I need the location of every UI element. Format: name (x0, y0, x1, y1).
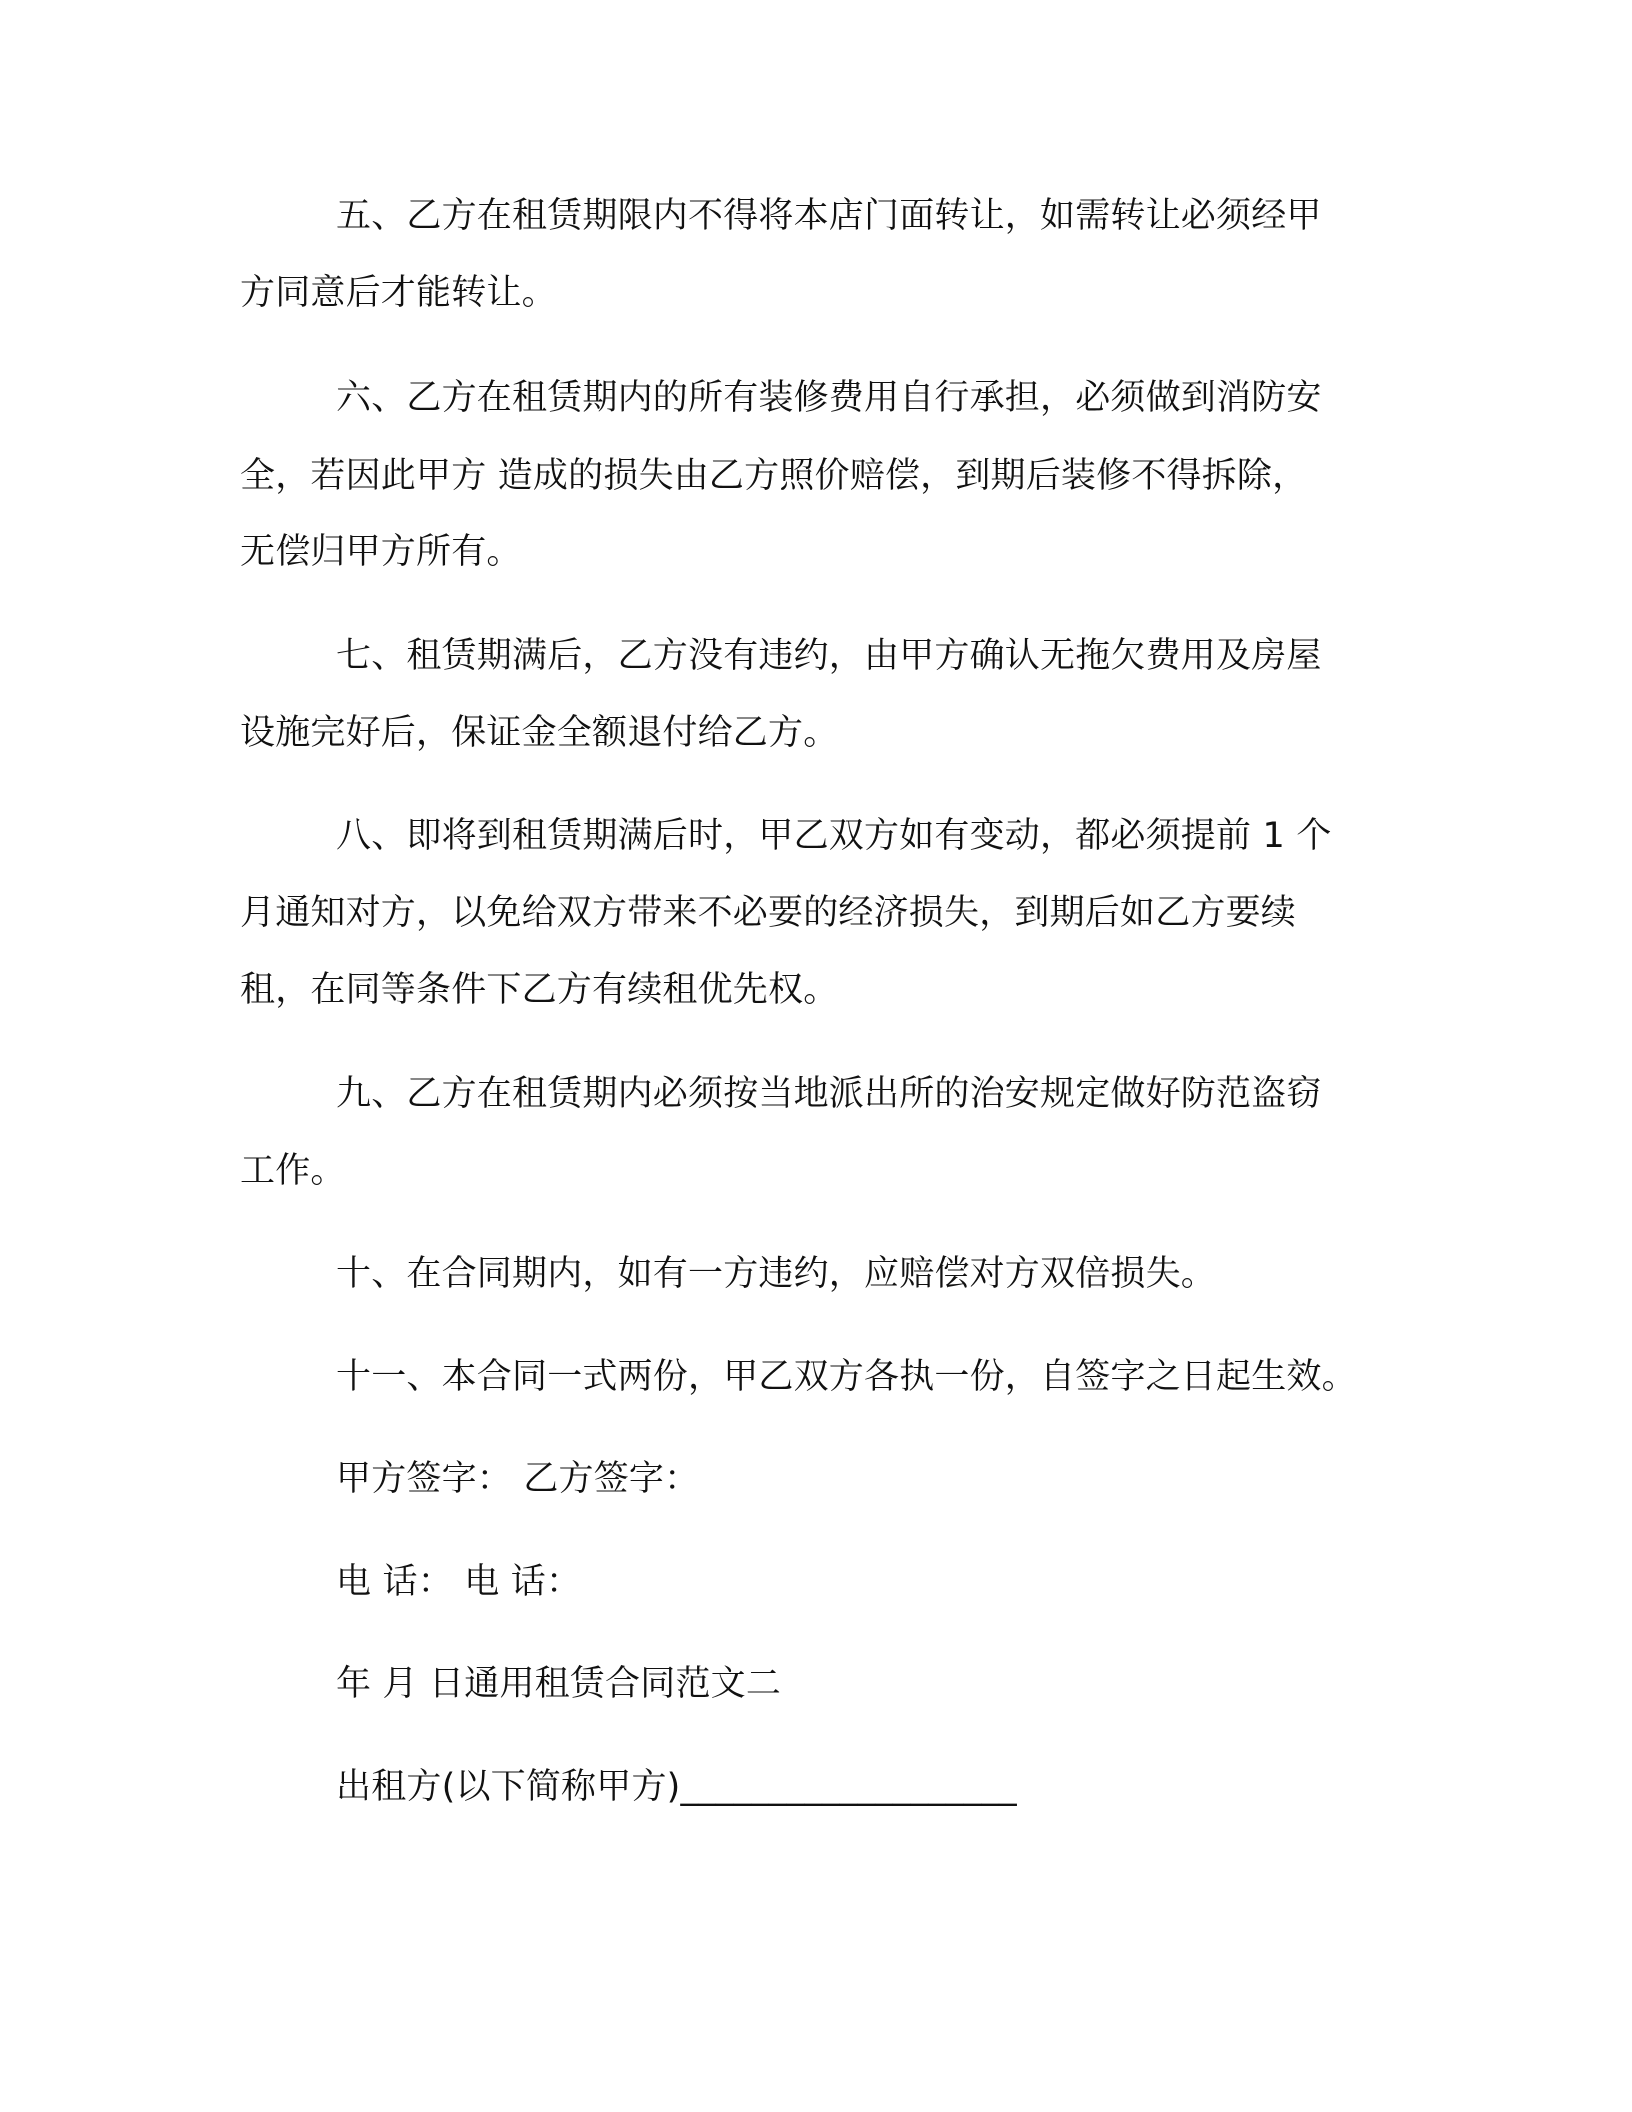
clause-6-line-2: 全，若因此甲方 造成的损失由乙方照价赔偿，到期后装修不得拆除， (240, 456, 1308, 496)
clause-5-line-2: 方同意后才能转让。 (240, 273, 557, 313)
clause-7-line-1: 七、租赁期满后，乙方没有违约，由甲方确认无拖欠费用及房屋 (336, 636, 1322, 676)
clause-9-line-2: 工作。 (240, 1151, 346, 1191)
clause-8-line-1: 八、即将到租赁期满后时，甲乙双方如有变动，都必须提前 1 个 (336, 816, 1332, 856)
clause-8-line-2: 月通知对方，以免给双方带来不必要的经济损失，到期后如乙方要续 (240, 893, 1297, 933)
lessor-line: 出租方(以下简称甲方)___________________ (336, 1767, 1017, 1807)
clause-6-line-1: 六、乙方在租赁期内的所有装修费用自行承担，必须做到消防安 (336, 378, 1322, 418)
clause-7-line-2: 设施完好后，保证金全额退付给乙方。 (240, 713, 839, 753)
clause-11-line-1: 十一、本合同一式两份，甲乙双方各执一份，自签字之日起生效。 (336, 1357, 1357, 1397)
clause-5-line-1: 五、乙方在租赁期限内不得将本店门面转让，如需转让必须经甲 (336, 196, 1322, 236)
signature-line: 甲方签字： 乙方签字： (336, 1459, 700, 1499)
phone-line: 电 话： 电 话： (336, 1562, 582, 1602)
clause-8-line-3: 租，在同等条件下乙方有续租优先权。 (240, 970, 839, 1010)
clause-6-line-3: 无偿归甲方所有。 (240, 532, 522, 572)
clause-9-line-1: 九、乙方在租赁期内必须按当地派出所的治安规定做好防范盗窃 (336, 1074, 1322, 1114)
clause-10-line-1: 十、在合同期内，如有一方违约，应赔偿对方双倍损失。 (336, 1254, 1217, 1294)
date-title-line: 年 月 日通用租赁合同范文二 (336, 1664, 782, 1704)
